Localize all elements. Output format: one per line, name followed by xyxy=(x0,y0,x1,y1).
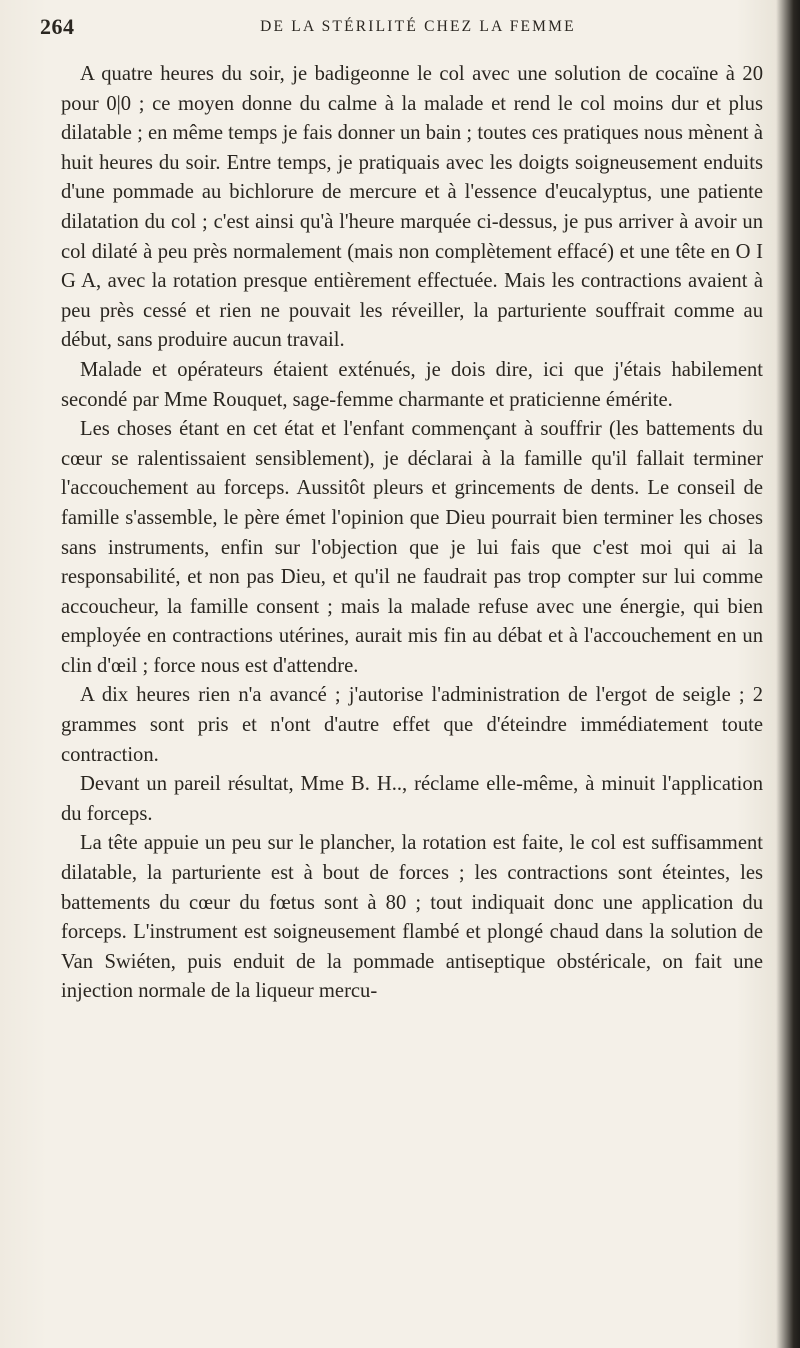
paragraph-midnight: Devant un pareil résultat, Mme B. H.., réclame elle-même, à minuit l'application du forceps. xyxy=(61,773,763,825)
paragraph-contractions: A quatre heures du soir, je badigeonne le col avec une solution de cocaïne à 20 pour 0|0 ; ce moyen donne du calme à la malade et rend le col moins dur et plus dilatable ; en même temps je fais donner un bain ; toutes ces pratiques nous mènent à huit heures du soir. Entre temps, je pratiquais avec les doigts soigneusement enduits d'une pommade au bichlorure de mercure et à l'essence d'eucalyptus, une patiente dilatation du col ; c'est ainsi qu'à l'heure marquée ci-dessus, je pus arriver à avoir un col dilaté à peu près normalement (mais non complètement effacé) et une tête en O I G A, avec la rotation presque entièrement effectuée. Mais les contractions avaient à peu près cessé et rien ne pouvait les réveiller, la parturiente souffrait comme au début, sans produire aucun travail. xyxy=(61,63,763,352)
page-number: 264 xyxy=(40,14,75,39)
body-text xyxy=(61,60,763,1007)
running-head: DE LA STÉRILITÉ CHEZ LA FEMME xyxy=(260,18,576,35)
paragraph-family-council: Les choses étant en cet état et l'enfant commençant à souffrir (les battements du cœur se ralentissaient sensiblement), je déclarai à la famille qu'il fallait terminer l'accouchement au forceps. Aussitôt pleurs et grincements de dents. Le conseil de famille s'assemble, le père émet l'opinion que Dieu pourrait bien terminer les choses sans instruments, enfin sur l'objection que je lui fais que c'est moi qui ai la responsabilité, et non pas Dieu, et qu'il ne faudrait pas trop compter sur lui comme accoucheur, la famille consent ; mais la malade refuse avec une énergie, qui bien employée en contractions utérines, aurait mis fin au débat et à l'accouchement en un clin d'œil ; force nous est d'attendre. xyxy=(61,418,763,677)
paragraph-ergot: A dix heures rien n'a avancé ; j'autorise l'administration de l'ergot de seigle ; 2 grammes sont pris et n'ont d'autre effet que d'éteindre immédiatement toute contraction. xyxy=(61,684,763,766)
page-header xyxy=(40,14,770,46)
paragraph-forceps: La tête appuie un peu sur le plancher, la rotation est faite, le col est suffisamment dilatable, la parturiente est à bout de forces ; les contractions sont éteintes, les battements du cœur du fœtus sont à 80 ; tout indiquait donc une application du forceps. L'instrument est soigneusement flambé et plongé chaud dans la solution de Van Swiéten, puis enduit de la pommade antiseptique obstéricale, on fait une injection normale de la liqueur mercu- xyxy=(61,832,763,1003)
paragraph-assistant: Malade et opérateurs étaient exténués, je dois dire, ici que j'étais habilement secondé par Mme Rouquet, sage-femme charmante et praticienne émérite. xyxy=(61,358,763,411)
